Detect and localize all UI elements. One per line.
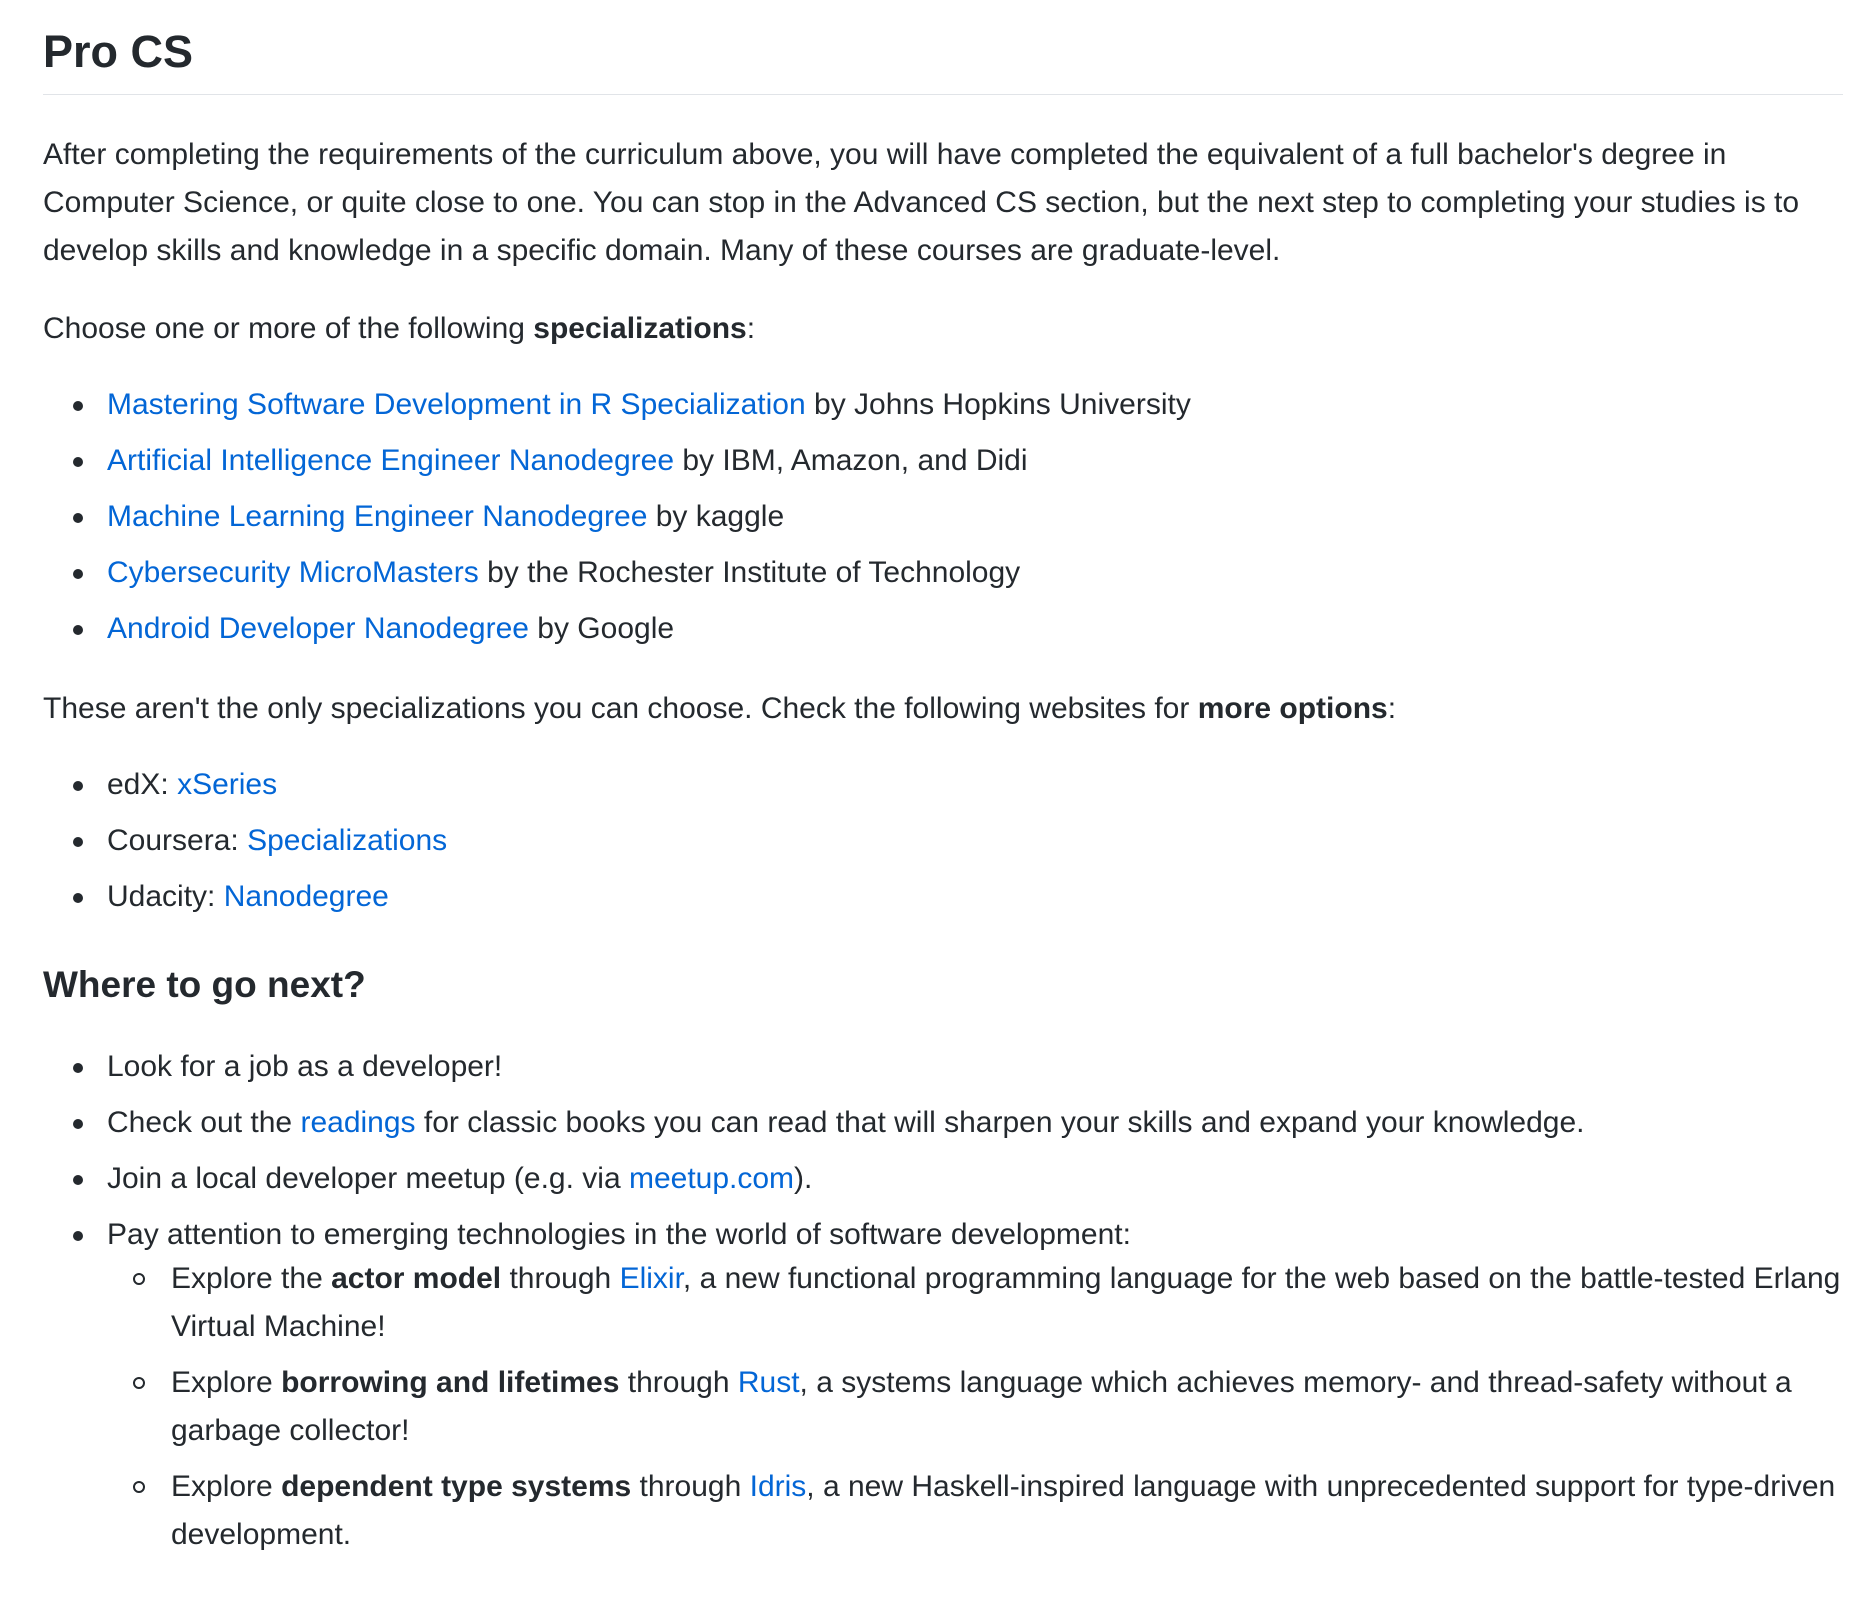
emerging-text: Pay attention to emerging technologies in the world of software development: (107, 1218, 1131, 1251)
spec-link-ai[interactable]: Artificial Intelligence Engineer Nanodegree (107, 444, 675, 477)
option-site: edX: (107, 768, 178, 801)
list-item (43, 1207, 1843, 1559)
list-item (43, 489, 1843, 545)
list-item (43, 377, 1843, 433)
list-item (43, 1095, 1843, 1151)
idris-link[interactable]: Idris (749, 1470, 807, 1503)
sub-bold: dependent type systems (281, 1470, 632, 1503)
option-site: Coursera: (107, 824, 248, 857)
page-title: Pro CS (43, 0, 1843, 95)
list-item (43, 433, 1843, 489)
next-list (43, 1039, 1843, 1559)
specializations-list (43, 377, 1843, 657)
xseries-link[interactable]: xSeries (177, 768, 278, 801)
sub-mid: through (501, 1262, 620, 1295)
choose-paragraph (43, 305, 1843, 353)
readings-prefix: Check out the (107, 1106, 301, 1139)
spec-link-cyber[interactable]: Cybersecurity MicroMasters (107, 556, 479, 589)
sub-list-item (107, 1463, 1843, 1559)
more-options-paragraph (43, 685, 1843, 733)
sub-mid: through (619, 1366, 738, 1399)
list-item (43, 869, 1843, 925)
spec-by: by kaggle (647, 500, 785, 533)
intro-paragraph: After completing the requirements of the curriculum above, you will have completed the equivalent of a full bachelor's degree in Computer Science, or quite close to one. You can stop in the Advanced CS section, but the next step to completing your studies is to develop skills and knowledge in a specific domain. Many of these courses are graduate-level. (43, 138, 1800, 267)
job-text: Look for a job as a developer! (107, 1050, 503, 1083)
list-item (43, 545, 1843, 601)
elixir-link[interactable]: Elixir (619, 1262, 683, 1295)
list-item (43, 813, 1843, 869)
more-options-prefix: These aren't the only specializations you can choose. Check the following websites for (43, 692, 1198, 725)
choose-prefix: Choose one or more of the following (43, 312, 534, 345)
next-heading: Where to go next? (43, 964, 366, 1005)
sub-bold: actor model (331, 1262, 502, 1295)
spec-by: by Google (528, 612, 675, 645)
spec-link-android[interactable]: Android Developer Nanodegree (107, 612, 529, 645)
list-item (43, 757, 1843, 813)
rust-link[interactable]: Rust (737, 1366, 800, 1399)
list-item (43, 601, 1843, 657)
spec-by: by Johns Hopkins University (805, 388, 1191, 421)
readings-suffix: for classic books you can read that will sharpen your skills and expand your knowledge. (415, 1106, 1585, 1139)
sub-list-item (107, 1359, 1843, 1455)
sub-prefix: Explore (171, 1470, 282, 1503)
meetup-link[interactable]: meetup.com (628, 1162, 795, 1195)
options-list (43, 757, 1843, 925)
more-options-suffix: : (1387, 692, 1397, 725)
sub-prefix: Explore the (171, 1262, 332, 1295)
sub-suffix: , a systems language which achieves memory- and thread-safety without a garbage collector! (171, 1366, 1792, 1447)
sub-bold: borrowing and lifetimes (281, 1366, 620, 1399)
list-item (43, 1151, 1843, 1207)
option-site: Udacity: (107, 880, 224, 913)
coursera-specializations-link[interactable]: Specializations (247, 824, 448, 857)
markdown-body (43, 0, 1843, 1559)
sub-suffix: , a new Haskell-inspired language with unprecedented support for type-driven development. (171, 1470, 1836, 1551)
sub-prefix: Explore (171, 1366, 282, 1399)
meetup-prefix: Join a local developer meetup (e.g. via (107, 1162, 629, 1195)
sub-suffix: , a new functional programming language for the web based on the battle-tested Erlang Virtual Machine! (171, 1262, 1841, 1343)
sub-list-item (107, 1255, 1843, 1351)
sub-mid: through (631, 1470, 750, 1503)
list-item (43, 1039, 1843, 1095)
spec-by: by the Rochester Institute of Technology (478, 556, 1021, 589)
choose-bold: specializations (533, 312, 747, 345)
spec-by: by IBM, Amazon, and Didi (674, 444, 1028, 477)
spec-link-ml[interactable]: Machine Learning Engineer Nanodegree (107, 500, 648, 533)
meetup-suffix: ). (794, 1162, 813, 1195)
choose-suffix: : (746, 312, 756, 345)
spec-link-r[interactable]: Mastering Software Development in R Specialization (107, 388, 806, 421)
readings-link[interactable]: readings (300, 1106, 416, 1139)
more-options-bold: more options (1197, 692, 1388, 725)
udacity-nanodegree-link[interactable]: Nanodegree (223, 880, 389, 913)
emerging-sublist (107, 1255, 1843, 1559)
